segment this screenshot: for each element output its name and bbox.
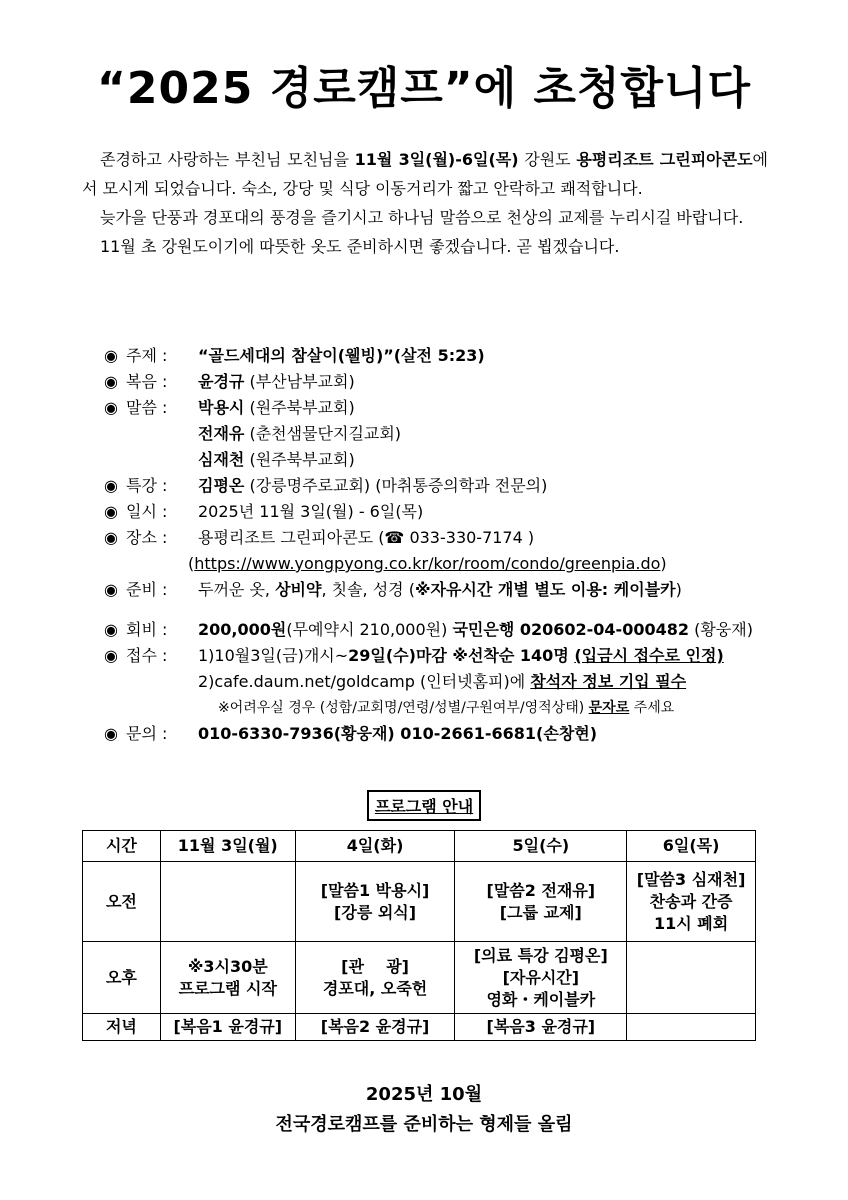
- speaker-church: (원주북부교회): [244, 450, 355, 469]
- fee-late: (무예약시 210,000원): [286, 620, 453, 639]
- reg-text: 주세요: [629, 700, 675, 716]
- cell-line: 찬송과 간증: [649, 891, 733, 911]
- cell-line: [자유시간]: [502, 967, 580, 987]
- detail-label: 준비 :: [126, 580, 168, 599]
- cell-line: [그룹 교제]: [499, 902, 582, 922]
- footer: [0, 1080, 848, 1140]
- bullet-icon: ◉: [104, 580, 118, 599]
- header-cell: 5일(수): [455, 831, 627, 862]
- prep-text: ): [675, 580, 682, 599]
- cell-line: [강릉 외식]: [334, 902, 417, 922]
- bullet-icon: ◉: [104, 620, 118, 639]
- footer-date: 2025년 10월: [365, 1084, 483, 1105]
- table-cell: [627, 862, 756, 942]
- table-cell: [627, 1014, 756, 1041]
- speaker-church: (춘천샘물단지길교회): [244, 424, 402, 443]
- cell-line: [관 광]: [341, 956, 409, 976]
- speaker-name: 심재천: [198, 450, 245, 469]
- row-label: 저녁: [83, 1014, 161, 1041]
- theme-value: “골드세대의 참살이(웰빙)”(살전 5:23): [198, 346, 485, 365]
- table-cell: [455, 942, 627, 1014]
- contact-value: 010-6330-7936(황웅재) 010-2661-6681(손창현): [198, 724, 598, 743]
- fee-amount: 200,000원: [198, 620, 287, 639]
- bullet-icon: ◉: [104, 346, 118, 365]
- prep-medicine: 상비약: [275, 580, 322, 599]
- detail-label: 장소 :: [126, 528, 168, 547]
- intro-place: 용평리조트 그린피아콘도: [576, 150, 753, 169]
- detail-label: 복음 :: [126, 372, 168, 391]
- cell-line: 11시 폐회: [653, 913, 729, 933]
- speaker-name: 박용시: [198, 398, 245, 417]
- table-cell: [627, 942, 756, 1014]
- speaker-church: (강릉명주로교회) (마취통증의학과 전문의): [244, 476, 548, 495]
- detail-lecture: [82, 473, 782, 499]
- table-cell: [복음3 윤경규]: [455, 1014, 627, 1041]
- detail-place-url: [188, 551, 782, 577]
- detail-place: [82, 525, 782, 551]
- page-title: “2025 경로캠프”에 초청합니다: [97, 63, 751, 114]
- date-value: 2025년 11월 3일(월) - 6일(목): [198, 502, 424, 521]
- reg-text: 2)cafe.daum.net/goldcamp (인터넷홈피)에: [198, 672, 531, 691]
- detail-contact: [82, 721, 782, 747]
- table-cell: [160, 862, 295, 942]
- table-row-afternoon: [83, 942, 756, 1014]
- row-label: 오후: [83, 942, 161, 1014]
- detail-label: 주제 :: [126, 346, 168, 365]
- cell-line: [말씀2 전재유]: [486, 880, 596, 900]
- detail-theme: [82, 343, 782, 369]
- cell-line: [의료 특강 김평온]: [473, 945, 608, 965]
- prep-free-time: ※자유시간 개별 별도 이용: 케이블카: [414, 580, 676, 599]
- detail-registration-line3: [218, 695, 782, 721]
- detail-word-continued: [198, 447, 782, 473]
- detail-word: [82, 395, 782, 421]
- detail-prep: [82, 577, 782, 603]
- reg-text: ※어려우실 경우 (성함/교회명/연령/성별/구원여부/영적상태): [218, 700, 589, 716]
- detail-label: 특강 :: [126, 476, 168, 495]
- table-cell: [복음2 윤경규]: [295, 1014, 455, 1041]
- reg-payment-note: (입금시 접수로 인정): [574, 646, 724, 665]
- detail-fee: [82, 617, 782, 643]
- cell-line: 경포대, 오죽헌: [322, 978, 428, 998]
- cell-line: [말씀3 심재천]: [636, 869, 746, 889]
- detail-registration-line2: [198, 669, 782, 695]
- header-cell: 6일(목): [627, 831, 756, 862]
- table-row-evening: [83, 1014, 756, 1041]
- detail-label: 일시 :: [126, 502, 168, 521]
- reg-sms: 문자로: [588, 700, 630, 716]
- table-cell: [295, 862, 455, 942]
- url-paren-open: (: [188, 554, 195, 573]
- header-cell: 11월 3일(월): [160, 831, 295, 862]
- prep-text: , 칫솔, 성경 (: [321, 580, 415, 599]
- bullet-icon: ◉: [104, 646, 118, 665]
- reg-required-info: 참석자 정보 기입 필수: [530, 672, 687, 691]
- detail-label: 문의 :: [126, 724, 168, 743]
- bullet-icon: ◉: [104, 724, 118, 743]
- intro-text: [82, 145, 768, 261]
- speaker-name: 윤경규: [198, 372, 245, 391]
- bullet-icon: ◉: [104, 398, 118, 417]
- bullet-icon: ◉: [104, 476, 118, 495]
- place-value: 용평리조트 그린피아콘도 (☎ 033-330-7174 ): [198, 528, 535, 547]
- intro-paragraph-3: 11월 초 강원도이기에 따뜻한 옷도 준비하시면 좋겠습니다. 곧 뵙겠습니다.: [100, 237, 620, 256]
- detail-date: [82, 499, 782, 525]
- cell-line: 영화・케이블카: [486, 989, 596, 1009]
- table-cell: [455, 862, 627, 942]
- detail-word-continued: [198, 421, 782, 447]
- intro-paragraph-2: 늦가을 단풍과 경포대의 풍경을 즐기시고 하나님 말씀으로 천상의 교제를 누리시길 바랍니다.: [100, 208, 744, 227]
- bullet-icon: ◉: [104, 502, 118, 521]
- fee-holder: (황웅재): [689, 620, 753, 639]
- header-cell: 4일(화): [295, 831, 455, 862]
- reg-deadline: 29일(수)마감 ※선착순 140명: [348, 646, 575, 665]
- detail-label: 회비 :: [126, 620, 168, 639]
- place-url-link[interactable]: https://www.yongpyong.co.kr/kor/room/condo/greenpia.do: [194, 554, 661, 573]
- table-cell: [복음1 윤경규]: [160, 1014, 295, 1041]
- intro-text-segment: 존경하고 사랑하는 부친님 모친님을: [100, 150, 355, 169]
- cell-line: [말씀1 박용시]: [320, 880, 430, 900]
- intro-text-segment: 에서 모시게 되었습니다. 숙소, 강당 및 식당 이동거리가 짧고 안락하고 쾌적합니다.: [82, 150, 768, 198]
- row-label: 오전: [83, 862, 161, 942]
- program-table: [82, 830, 756, 1041]
- table-cell: [160, 942, 295, 1014]
- speaker-name: 전재유: [198, 424, 245, 443]
- bullet-icon: ◉: [104, 372, 118, 391]
- bullet-icon: ◉: [104, 528, 118, 547]
- speaker-church: (원주북부교회): [244, 398, 355, 417]
- details-list: [82, 343, 782, 747]
- table-row-morning: [83, 862, 756, 942]
- speaker-church: (부산남부교회): [244, 372, 355, 391]
- intro-text-segment: 강원도: [518, 150, 577, 169]
- url-paren-close: ): [660, 554, 667, 573]
- table-cell: [295, 942, 455, 1014]
- header-cell: 시간: [83, 831, 161, 862]
- detail-registration: [82, 643, 782, 669]
- detail-gospel: [82, 369, 782, 395]
- program-title-box: [0, 790, 848, 821]
- intro-date: 11월 3일(월)-6일(목): [354, 150, 519, 169]
- prep-text: 두꺼운 옷,: [198, 580, 276, 599]
- reg-text: 1)10월3일(금)개시~: [198, 646, 349, 665]
- detail-label: 말씀 :: [126, 398, 168, 417]
- footer-signature: 전국경로캠프를 준비하는 형제들 올림: [275, 1114, 573, 1135]
- detail-label: 접수 :: [126, 646, 168, 665]
- program-title: 프로그램 안내: [367, 790, 481, 821]
- cell-line: 프로그램 시작: [178, 978, 277, 998]
- fee-bank-account: 국민은행 020602-04-000482: [452, 620, 689, 639]
- cell-line: ※3시30분: [187, 956, 268, 976]
- intro-paragraph-1: [82, 145, 768, 203]
- speaker-name: 김평온: [198, 476, 245, 495]
- table-header-row: [83, 831, 756, 862]
